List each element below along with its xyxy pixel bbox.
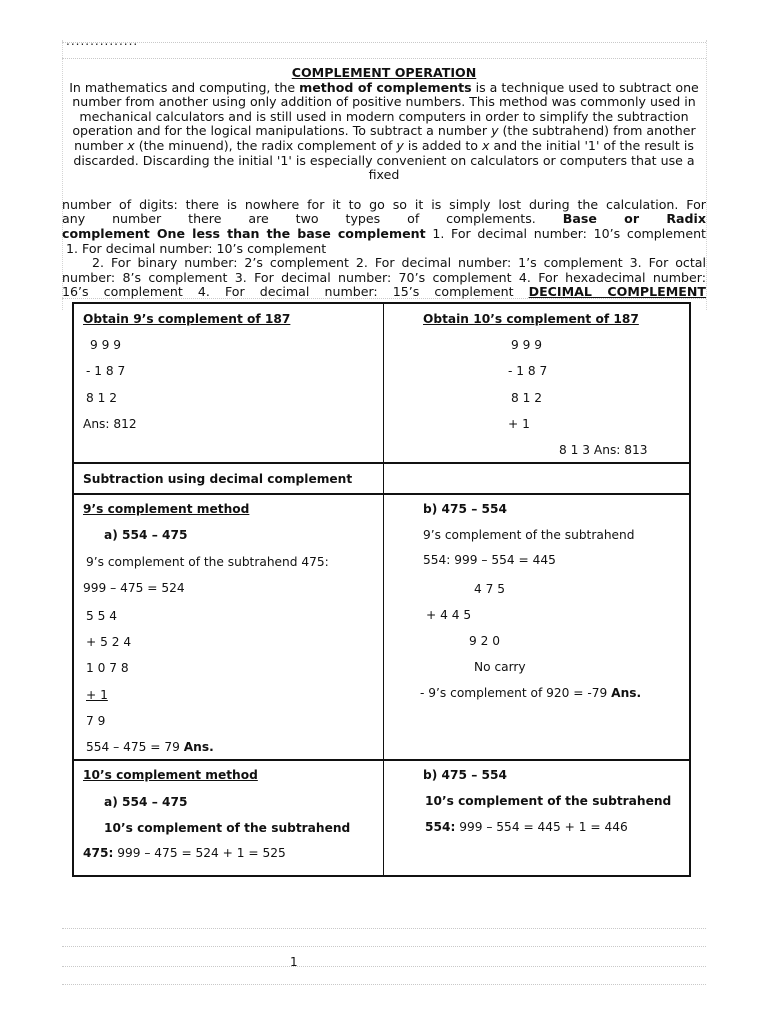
bold-term: Base or Radix: [562, 211, 706, 227]
step-label: 10’s complement of the subtrahend: [425, 794, 672, 808]
cell-9s-187: [74, 304, 383, 462]
var: y: [396, 137, 404, 153]
var: y: [491, 123, 499, 139]
problem-label: b) 475 – 554: [423, 768, 507, 782]
text: any number there are two types of complements.: [62, 211, 536, 227]
problem-label: a) 554 – 475: [104, 528, 188, 542]
calc-line: 1 0 7 8: [86, 661, 129, 675]
dotted-rule: [62, 946, 706, 947]
bold-term: method of complements: [299, 79, 472, 95]
calc-line: - 1 8 7: [508, 364, 548, 378]
var: x: [482, 137, 490, 153]
cell-heading: Obtain 9’s complement of 187: [83, 312, 291, 326]
cell-10s-method-a: [74, 761, 383, 877]
calc-line: - 1 8 7: [86, 364, 126, 378]
text: In mathematics and computing, the: [69, 79, 300, 95]
text: 3. For octal: [629, 255, 706, 271]
answer: 8 1 3 Ans: 813: [559, 443, 648, 457]
calc-line: 5 5 4: [86, 609, 118, 623]
calc-line: 8 1 2: [511, 391, 543, 405]
problem-label: a) 554 – 475: [104, 795, 188, 809]
page-number: 1: [290, 955, 298, 969]
dotted-rule: [62, 984, 706, 985]
cell-heading: 10’s complement method: [83, 768, 258, 782]
answer-text: - 9’s complement of 920 = -79: [420, 686, 612, 700]
calc-label: 554:: [425, 820, 456, 834]
text-line: number from another using only addition of positive numbers. This method was commonly used in: [72, 94, 696, 110]
answer-text: 554 – 475 = 79: [86, 740, 184, 754]
dotted-rule: [62, 928, 706, 929]
page-title: COMPLEMENT OPERATION: [291, 65, 477, 80]
answer: Ans: 812: [83, 417, 137, 431]
dotted-rule: [62, 58, 706, 59]
text: 4. For hexadecimal number:: [518, 269, 706, 285]
text: number: 8’s complement 3. For decimal number: 70’s complement: [62, 269, 512, 285]
bold-term: complement One less than the base complement: [62, 225, 426, 241]
text: and the initial '1' of the result is: [489, 137, 694, 153]
calc-line: 9 9 9: [511, 338, 543, 352]
text: (the subtrahend) from another: [498, 123, 696, 139]
calc-line: 9’s complement of the subtrahend: [423, 528, 635, 542]
calc-line: 999 – 475 = 524: [83, 581, 185, 595]
text: 16’s complement 4. For decimal number: 15’s complement: [62, 284, 514, 300]
cell-10s-187: [384, 304, 691, 462]
complement-table: [72, 302, 691, 877]
calc-line: 554: 999 – 554 = 445: [423, 553, 556, 567]
cell-10s-method-b: [384, 761, 691, 877]
answer-label: Ans.: [183, 740, 214, 754]
calc-line: + 4 4 5: [426, 608, 472, 622]
calc-line: No carry: [474, 660, 526, 674]
text: For: [686, 196, 706, 212]
text: 2. For binary number: 2’s complement 2. For decimal number: 1’s complement: [92, 255, 623, 271]
cell-9s-method-b: [384, 495, 691, 759]
dotted-margin: [706, 40, 707, 310]
header-mark: ...............: [66, 34, 139, 48]
calc-line: 4 7 5: [474, 582, 506, 596]
section-title: Subtraction using decimal complement: [83, 472, 353, 486]
calc-line: 9 9 9: [90, 338, 122, 352]
calc-line: 9’s complement of the subtrahend 475:: [86, 555, 329, 569]
intro-text: [62, 66, 706, 300]
calc-label: 475:: [83, 846, 114, 860]
calc-line: 7 9: [86, 714, 106, 728]
text: (the minuend), the radix complement of: [134, 137, 397, 153]
cell-9s-method-a: [74, 495, 383, 759]
calc-line: 8 1 2: [86, 391, 118, 405]
step-label: 10’s complement of the subtrahend: [104, 821, 351, 835]
text: is a technique used to subtract one: [471, 79, 699, 95]
text-line: 1. For decimal number: 10’s complement: [66, 240, 327, 256]
calc-line: + 5 2 4: [86, 635, 132, 649]
text: operation and for the logical manipulations. To subtract a number: [72, 123, 492, 139]
problem-label: b) 475 – 554: [423, 502, 507, 516]
calc-line: 999 – 554 = 445 + 1 = 446: [455, 820, 628, 834]
section-heading: DECIMAL COMPLEMENT: [528, 284, 706, 300]
dotted-rule: [62, 966, 706, 967]
text: number: [74, 137, 128, 153]
answer-label: Ans.: [611, 686, 642, 700]
calc-line: 999 – 475 = 524 + 1 = 525: [113, 846, 286, 860]
text: number of digits: there is nowhere for it to go so it is simply lost during the calculation.: [62, 196, 679, 212]
text-line: discarded. Discarding the initial '1' is especially convenient on calculators or computers that use a fixed: [73, 152, 695, 183]
calc-line: + 1: [508, 417, 530, 431]
cell-heading: 9’s complement method: [83, 502, 250, 516]
cell-heading: Obtain 10’s complement of 187: [423, 312, 639, 326]
calc-line: + 1: [86, 688, 108, 702]
text: 1. For decimal number: 10’s complement: [432, 225, 706, 241]
var: x: [127, 137, 135, 153]
row-divider: [74, 462, 689, 464]
text: is added to: [403, 137, 483, 153]
dotted-rule: [62, 42, 706, 43]
calc-line: 9 2 0: [469, 634, 501, 648]
text-line: mechanical calculators and is still used in modern computers in order to simplify the subtraction: [79, 108, 689, 124]
